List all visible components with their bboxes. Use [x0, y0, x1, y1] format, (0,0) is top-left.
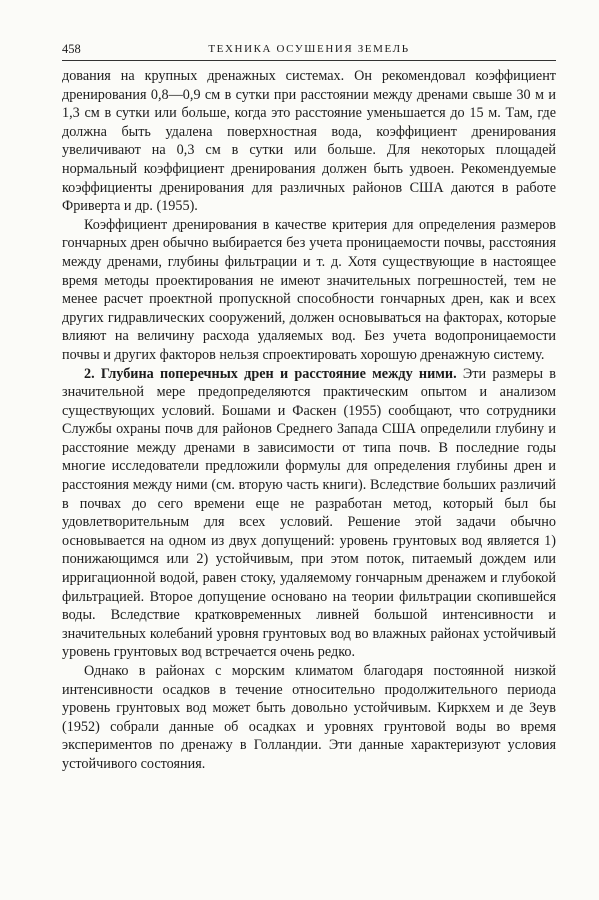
page-header [62, 40, 556, 61]
section-heading: 2. Глубина поперечных дрен и расстояние между ними. [84, 365, 457, 382]
paragraph-maritime-climate: Однако в районах с морским климатом благодаря постоянной низкой интенсивности осадков в течение относительно продолжительного периода уровень грунтовых вод может быть довольно устойчивым. Киркхем и де Зеув (1952) собрали данные об осадках и уровнях грунтовой воды во время экспериментов по дренажу в Голландии. Эти данные характеризуют условия устойчивого состояния. [62, 663, 556, 772]
paragraph-section-2 [62, 365, 556, 663]
page-number: 458 [62, 42, 81, 56]
page-body [62, 67, 556, 774]
book-page [62, 40, 556, 774]
paragraph-drainage-coefficient: Коэффициент дренирования в качестве критерия для определения размеров гончарных дрен обычно выбирается без учета проницаемости почвы, расстояния между дренами, глубины фильтрации и т. д. Хотя существующие в настоящее время методы проектирования не имеют значительных погрешностей, тем не менее расчет проектной пропускной способности гончарных дрен, как и всех других гидравлических сооружений, должен основываться на факторах, которые влияют на величину расхода удаляемых вод. Без учета водопроницаемости почвы и других факторов нельзя спроектировать хорошую дренажную систему. [62, 216, 556, 363]
paragraph-continued: дования на крупных дренажных системах. Он рекомендовал коэффициент дренирования 0,8—0,9 см в сутки при расстоянии между дренами свыше 30 м и 1,3 см в сутки или больше, когда это расстояние уменьшается до 15 м. Там, где должна быть удалена поверхностная вода, коэффициент дренирования увеличивают на 0,3 см в сутки или больше. Для некоторых площадей нормальный коэффициент дренирования должен быть удвоен. Рекомендуемые коэффициенты дренирования для различных районов США даются в работе Фриверта и др. (1955). [62, 68, 556, 215]
section-text: Эти размеры в значительной мере предопределяются практическим опытом и анализом существующих условий. Бошами и Фаскен (1955) сообщают, что сотрудники Службы охраны почв для районов Среднего Запада США определили глубину и расстояние между дренами в зависимости от типа почв. В последние годы многие исследователи предложили формулы для определения глубины дрен и расстояния между ними (см. вторую часть книги). Вследствие больших различий в почвах до сего времени еще не разработан метод, который был бы удовлетворительным для всех условий. Решение этой задачи обычно основывается на одном из двух допущений: уровень грунтовых вод является 1) понижающимся или 2) устойчивым, при этом поток, питаемый дождем или ирригационной водой, равен стоку, удаляемому гончарным дренажем и глубокой фильтрацией. Второе допущение основано на теории фильтрации скопившейся воды. Вследствие кратковременных ливней большой интенсивности и значительных колебаний уровня грунтовых вод во влажных районах устойчивый уровень грунтовых вод встречается очень редко. [62, 365, 556, 661]
running-title: ТЕХНИКА ОСУШЕНИЯ ЗЕМЕЛЬ [208, 43, 410, 55]
